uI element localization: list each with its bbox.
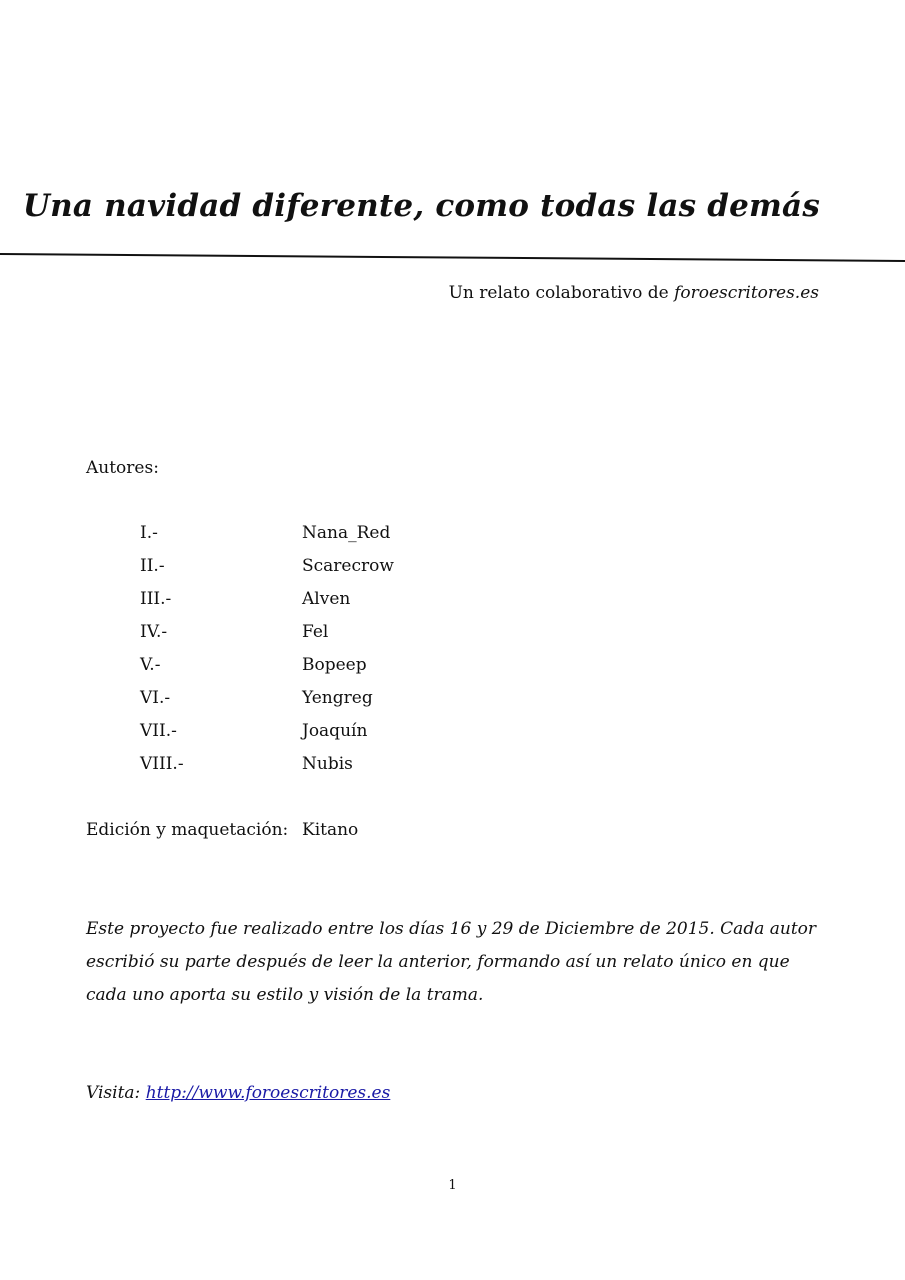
author-name: Yengreg [302, 688, 373, 708]
author-number: II.- [140, 556, 165, 576]
author-number: V.- [140, 655, 161, 675]
author-name: Alven [302, 589, 351, 609]
author-row [140, 523, 540, 556]
author-row [140, 655, 540, 688]
visit-label: Visita: [86, 1083, 146, 1103]
editor-name: Kitano [302, 820, 359, 840]
title-underline [0, 244, 905, 266]
author-number: IV.- [140, 622, 168, 642]
author-name: Fel [302, 622, 329, 642]
editor-label: Edición y maquetación: [86, 820, 289, 840]
author-name: Bopeep [302, 655, 367, 675]
author-number: VIII.- [140, 754, 184, 774]
author-row [140, 556, 540, 589]
subtitle [449, 283, 819, 303]
author-list [140, 523, 540, 787]
page-number: 1 [448, 1178, 457, 1193]
author-row [140, 622, 540, 655]
author-name: Nubis [302, 754, 353, 774]
author-number: VI.- [140, 688, 171, 708]
project-note: Este proyecto fue realizado entre los días 16 y 29 de Diciembre de 2015. Cada autor escribió su parte después de leer la anterior, formando así un relato único en que cada uno aporta su estilo y visión de la trama. [86, 919, 817, 1005]
author-row [140, 688, 540, 721]
author-number: III.- [140, 589, 172, 609]
author-number: VII.- [140, 721, 177, 741]
website-link[interactable]: http://www.foroescritores.es [145, 1083, 391, 1103]
subtitle-site: foroescritores.es [674, 283, 819, 303]
author-row [140, 589, 540, 622]
visit-line [86, 1083, 390, 1103]
author-row [140, 754, 540, 787]
authors-label: Autores: [86, 458, 159, 478]
author-name: Scarecrow [302, 556, 394, 576]
author-number: I.- [140, 523, 158, 543]
author-name: Nana_Red [302, 523, 391, 543]
document-title: Una navidad diferente, como todas las demás [22, 188, 820, 224]
author-name: Joaquín [302, 721, 368, 741]
subtitle-prefix: Un relato colaborativo de [448, 283, 675, 303]
author-row [140, 721, 540, 754]
